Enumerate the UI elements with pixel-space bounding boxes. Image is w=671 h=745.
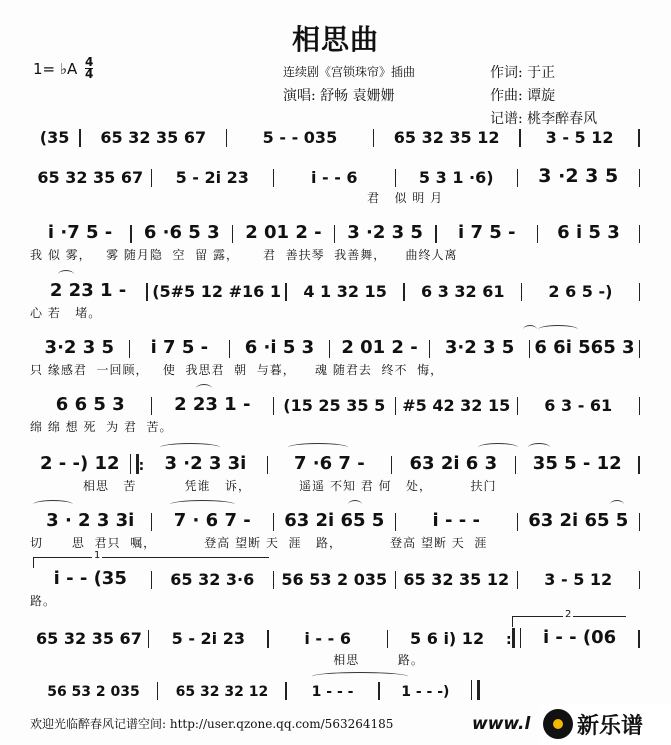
lyrics: 路。 [30,594,57,608]
measure: 3 - 5 12 [544,570,613,589]
measures [30,394,640,415]
slur [288,443,348,452]
measure: 2 23 1 - [174,394,251,415]
measure: 65 32 35 67 [100,128,207,147]
lyricist: 作词: 于正 [490,65,556,81]
barline [639,283,641,301]
vinyl-record-icon [543,709,573,739]
score-title: 相思曲 [291,23,379,56]
slur [170,500,235,509]
measure: 56 53 2 035 [47,684,140,700]
measure: 2 - -) 12 [40,453,120,474]
staff-row-4 [30,280,640,320]
slur [160,443,220,452]
measure: 6 i 5 3 [557,222,620,243]
barline [638,129,640,147]
repeat-dots: : [138,458,145,474]
measure: i - - 6 [304,629,351,648]
measure: 5 3 1 ·6) [418,168,494,187]
measure: 3 ·2 3 3i [164,453,247,474]
measure: 6 6i 565 3 [534,337,635,358]
lyrics: 相思 路。 [30,653,424,667]
staff-row-2 [30,165,640,205]
slur [523,325,537,334]
slur [196,384,212,393]
measure: (35 [39,128,70,147]
barline [639,169,641,187]
measure: 5 - 2i 23 [171,629,245,648]
measure: 2 01 2 - [341,337,418,358]
slur [33,500,73,509]
barline [639,513,641,531]
measure: i 7 5 - [458,222,516,243]
barline [639,340,641,358]
volta-first-ending [33,550,269,568]
measure: 35 5 - 12 [532,453,622,474]
measure: i - - - [432,510,480,531]
measure: 63 2i 65 5 [528,510,629,531]
measure: 56 53 2 035 [281,570,388,589]
staff-row-7 [30,453,640,493]
site-logo [540,703,671,745]
measure: 6 3 32 61 [420,282,505,301]
transcriber: 记谱: 桃李醉春风 [490,111,598,127]
final-barline [471,680,480,700]
measure: i - - (35 [53,568,127,589]
measure: 65 32 35 67 [37,168,144,187]
lyrics: 相思 苦 凭谁 诉， 遥遥 不知 君 何 处， 扶门 [30,479,497,493]
measure: 3 ·2 3 5 [347,222,423,243]
measure: (15 25 35 5 [283,396,386,415]
measure: 2 01 2 - [245,222,322,243]
measure: 65 32 3·6 [170,570,255,589]
measure: 65 32 35 12 [393,128,500,147]
measure: (5#5 12 #16 1 [152,282,281,301]
repeat-start-barline [130,454,139,474]
staff-row-10 [30,627,640,667]
measure: 6 ·6 5 3 [143,222,220,243]
staff-row-8 [30,510,640,550]
slur [610,500,624,509]
measure: 7 · 6 7 - [173,510,251,531]
measure: 63 2i 6 3 [409,453,498,474]
measure: 65 32 35 67 [36,629,142,648]
volta-number: 2 [565,609,572,620]
measure: 5 - 2i 23 [175,168,249,187]
measure: 6 ·i 5 3 [244,337,315,358]
time-signature [85,57,93,80]
measure: 2 6 5 -) [548,282,613,301]
measures [30,222,640,243]
staff-row-6 [30,394,640,434]
slur [528,443,550,452]
measure: 3 · 2 3 3i [46,510,135,531]
measure: 3 - 5 12 [545,128,614,147]
measure: 1 - - - [311,684,354,700]
staff-row-11 [30,680,480,702]
lyrics: 绵 绵 想 死 为 君 苦。 [30,420,173,434]
measures [30,453,640,474]
subtitle: 连续剧《宫锁珠帘》插曲 [283,65,416,79]
barline [639,225,641,243]
barline [638,630,640,648]
measure: 7 ·6 7 - [294,453,365,474]
time-sig-bottom: 4 [85,67,94,81]
barline [638,456,640,474]
lyrics: 切 思 君只 嘱， 登高 望断 天 涯 路， 登高 望断 天 涯 [30,536,488,550]
lyrics: 心 若 堵。 [30,306,102,320]
footer-text: 欢迎光临醉春风记谱空间: http://user.qzone.qq.com/563264185 [30,717,394,731]
measure: 6 6 5 3 [55,394,125,415]
repeat-end-barline [512,628,521,648]
measure: i 7 5 - [150,337,209,358]
website-watermark: www.l [472,714,531,734]
measure: i - - (06 [542,627,617,648]
staff-row-1 [30,128,640,150]
lyrics: 只 缘感君 一回顾， 使 我思君 朝 与暮， 魂 随君去 终不 悔， [30,363,444,377]
slur [58,270,74,279]
repeat-dots: : [506,632,512,648]
staff-row-3 [30,222,640,262]
measure: 65 32 32 12 [175,684,269,700]
measure: 3·2 3 5 [44,337,115,358]
lyrics: 君 似 明 月 [30,191,444,205]
measure: 4 1 32 15 [303,282,387,301]
measure: 5 - - 035 [262,128,338,147]
measures [30,568,640,589]
measures [30,128,640,147]
measures [30,680,480,700]
slur [348,500,362,509]
measures [30,165,640,187]
measure: 63 2i 65 5 [284,510,385,531]
logo-text: 新乐谱 [577,713,644,739]
volta-second-ending [512,609,626,627]
barline [639,571,641,589]
lyrics: 我 似 雾， 雾 随月隐 空 留 露， 君 善扶琴 我善舞， 曲终人离 [30,248,458,262]
barline [639,397,641,415]
measure: i - - 6 [310,168,358,187]
measures [30,280,640,301]
slur [538,325,578,334]
staff-row-5 [30,337,640,377]
slur [478,443,518,452]
measure: 1 - - -) [401,684,450,700]
measures [30,337,640,358]
measure: 3 ·2 3 5 [538,165,619,187]
measures [30,510,640,531]
measure: #5 42 32 15 [402,396,511,415]
staff-row-9 [30,568,640,608]
measure: 2 23 1 - [49,280,127,301]
time-sig-top: 4 [85,55,94,69]
measure: 3·2 3 5 [444,337,515,358]
measure: 5 6 i) 12 [410,629,485,648]
key-signature: 1= ♭A [33,60,78,78]
performers: 演唱: 舒畅 袁姗姗 [283,88,395,104]
volta-number: 1 [94,550,101,561]
measure: i ·7 5 - [47,222,113,243]
measure: 65 32 35 12 [403,570,510,589]
measures [30,627,640,648]
measure: 6 3 - 61 [544,396,613,415]
composer: 作曲: 谭旋 [490,88,556,104]
